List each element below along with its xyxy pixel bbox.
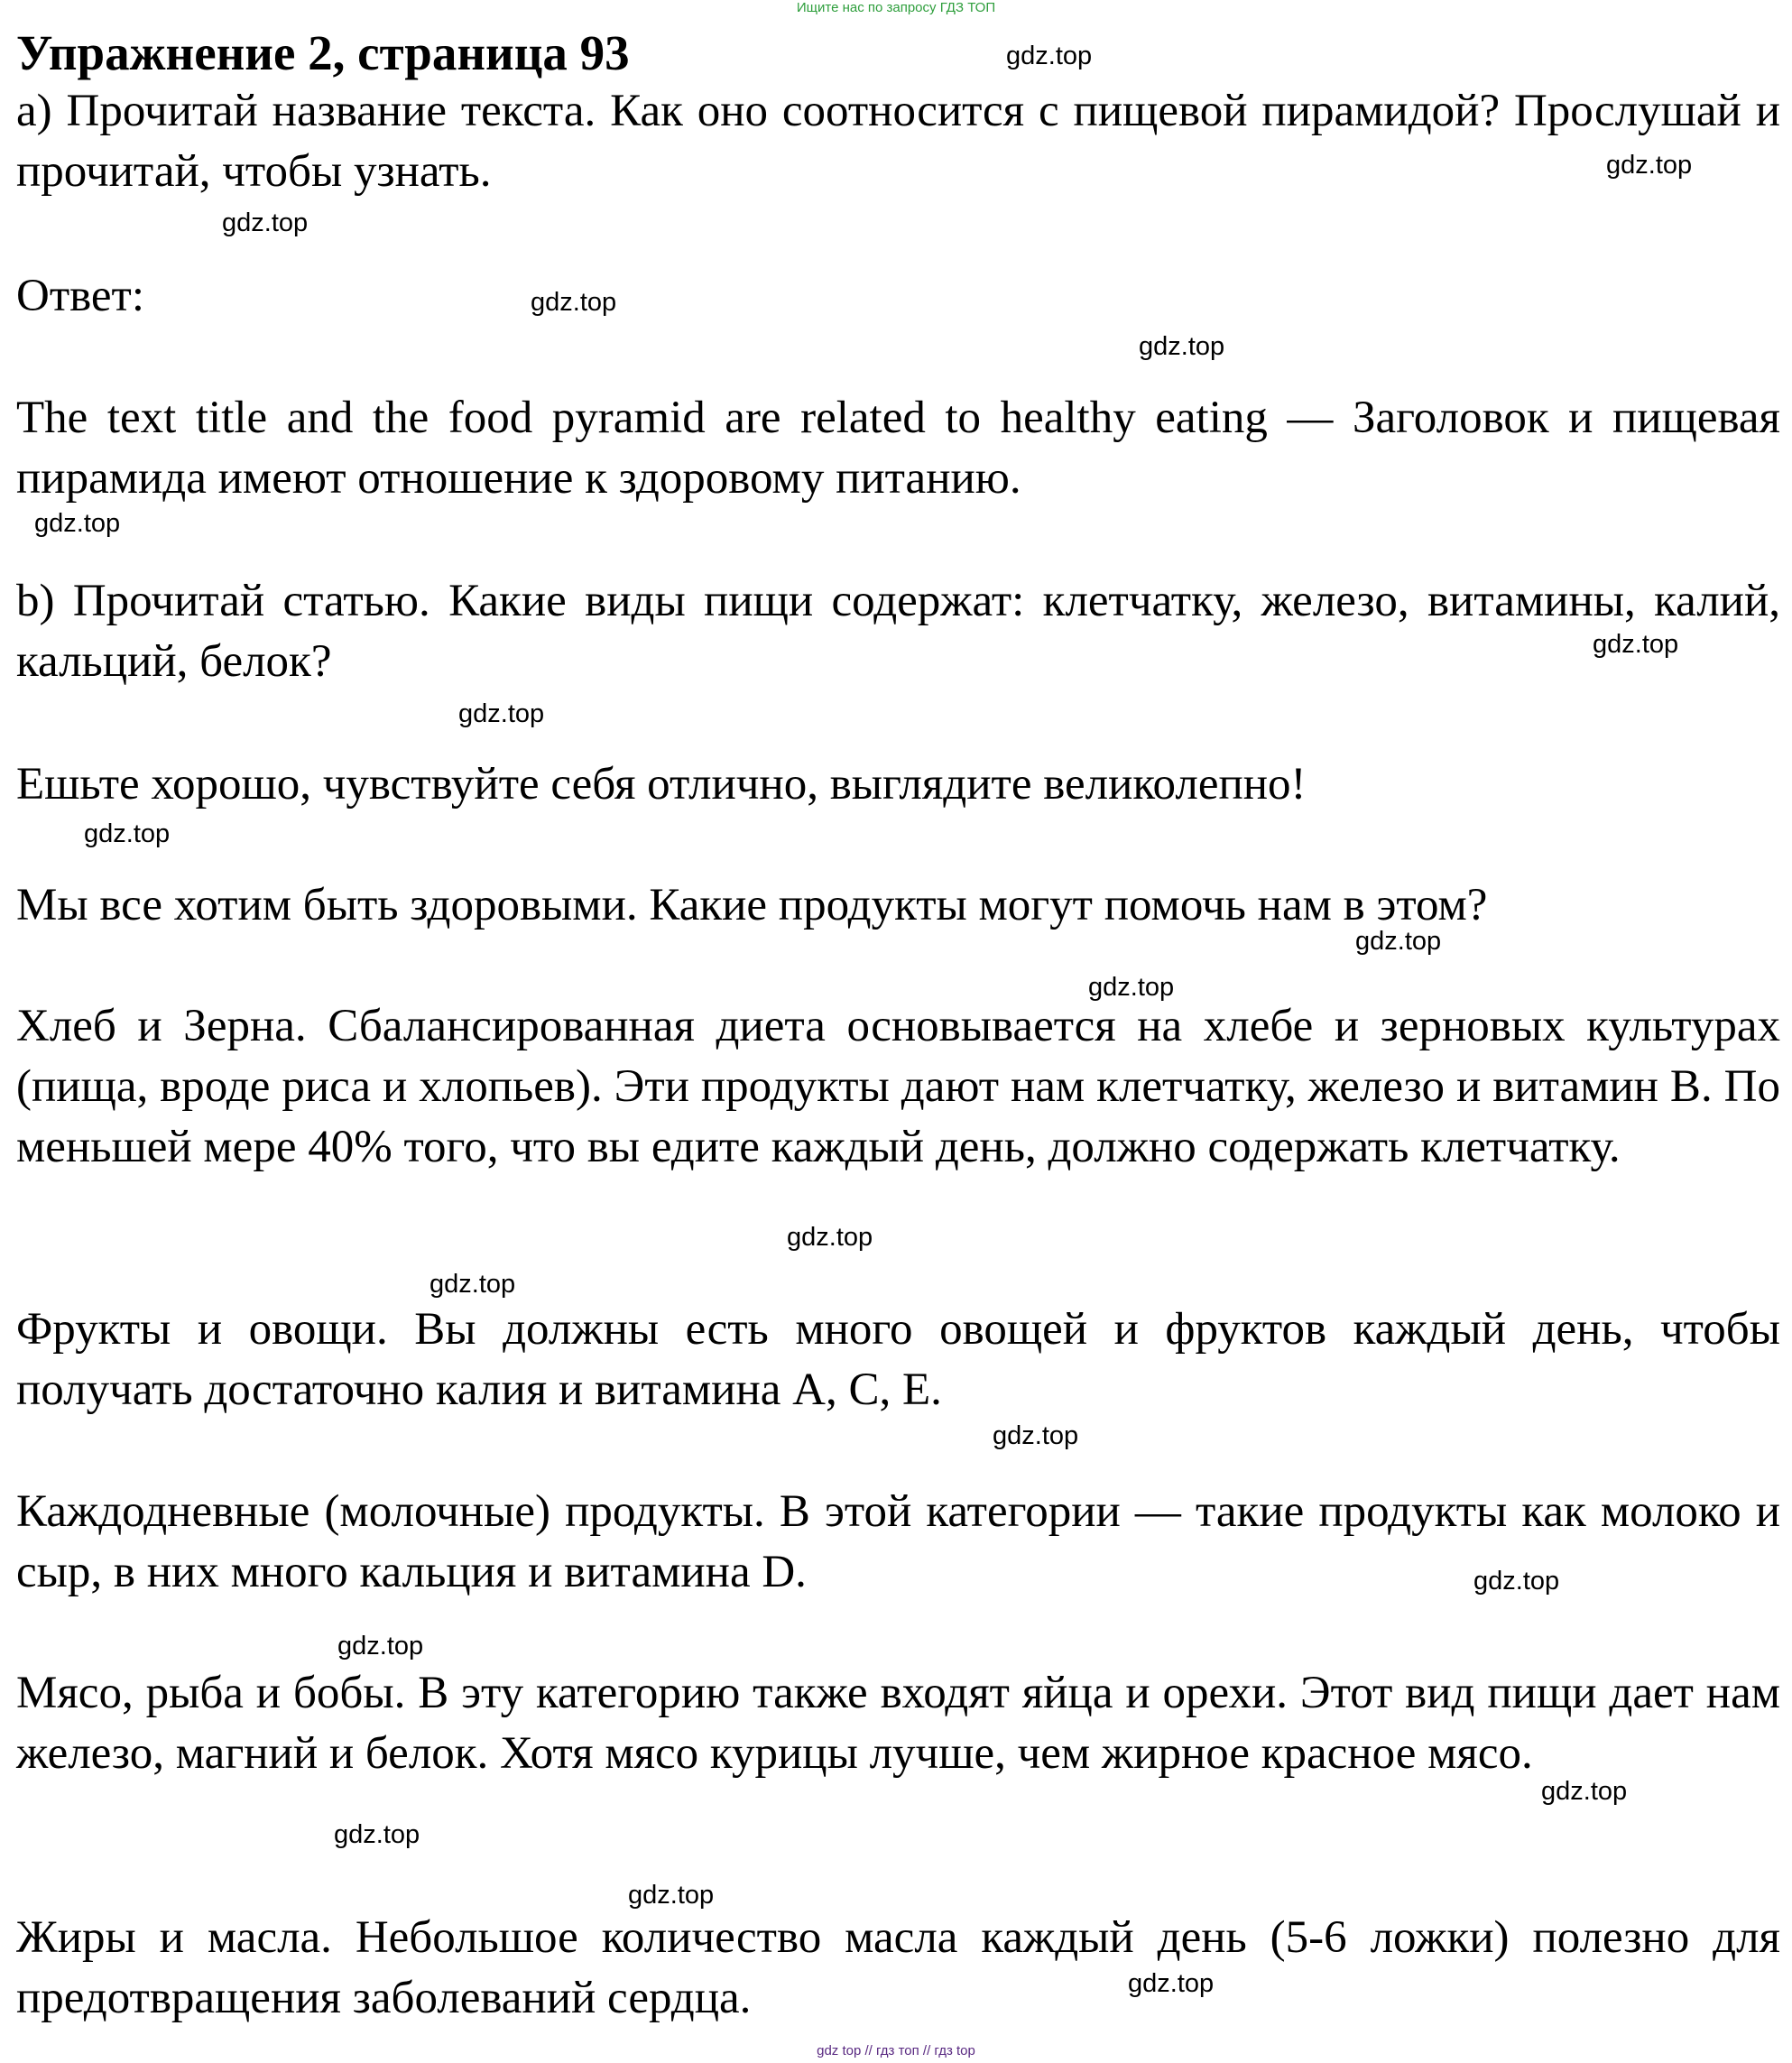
answer-label: Ответ: <box>16 271 144 321</box>
watermark: gdz.top <box>430 1270 516 1299</box>
watermark: gdz.top <box>1541 1777 1628 1806</box>
watermark: gdz.top <box>222 208 309 237</box>
watermark: gdz.top <box>1128 1969 1215 1998</box>
watermark: gdz.top <box>1606 151 1693 180</box>
watermark: gdz.top <box>1473 1567 1560 1596</box>
watermark: gdz.top <box>1355 927 1442 956</box>
paragraph-meat: Мясо, рыба и бобы. В эту категорию также входят яйца и орехи. Этот вид пищи дает нам железо, магний и белок. Хотя мясо курицы лучше, чем жирное красное мясо. <box>16 1668 1780 1779</box>
watermark: gdz.top <box>787 1223 873 1252</box>
article-title: Ешьте хорошо, чувствуйте себя отлично, выглядите великолепно! <box>16 759 1307 809</box>
article-intro: Мы все хотим быть здоровыми. Какие продукты могут помочь нам в этом? <box>16 880 1488 930</box>
watermark: gdz.top <box>1593 630 1679 659</box>
page-title: Упражнение 2, страница 93 <box>16 25 630 80</box>
footer-banner: gdz top // гдз топ // гдз top <box>817 2043 975 2058</box>
watermark: gdz.top <box>1088 973 1175 1002</box>
watermark: gdz.top <box>458 699 545 728</box>
question-a: а) Прочитай название текста. Как оно соотносится с пищевой пирамидой? Прослушай и прочитай, чтобы узнать. <box>16 86 1780 197</box>
watermark: gdz.top <box>34 509 121 538</box>
watermark: gdz.top <box>1006 42 1093 70</box>
watermark: gdz.top <box>531 288 617 317</box>
answer-a: The text title and the food pyramid are related to healthy eating — Заголовок и пищевая пирамида имеют отношение к здоровому питанию. <box>16 393 1780 504</box>
paragraph-bread: Хлеб и Зерна. Сбалансированная диета основывается на хлебе и зерновых культурах (пища, вроде риса и хлопьев). Эти продукты дают нам клетчатку, железо и витамин В. По меньшей мере 40% того, что вы едите каждый день, должно содержать клетчатку. <box>16 1001 1780 1172</box>
watermark: gdz.top <box>628 1881 715 1910</box>
watermark: gdz.top <box>993 1421 1079 1450</box>
header-banner: Ищите нас по запросу ГДЗ ТОП <box>796 0 996 15</box>
watermark: gdz.top <box>84 819 171 848</box>
watermark: gdz.top <box>337 1632 424 1661</box>
question-b: b) Прочитай статью. Какие виды пищи содержат: клетчатку, железо, витамины, калий, кальций, белок? <box>16 576 1780 687</box>
paragraph-fats: Жиры и масла. Небольшое количество масла каждый день (5-6 ложки) полезно для предотвращения заболеваний сердца. <box>16 1912 1780 2023</box>
paragraph-fruits: Фрукты и овощи. Вы должны есть много овощей и фруктов каждый день, чтобы получать достаточно калия и витамина А, С, Е. <box>16 1304 1780 1415</box>
watermark: gdz.top <box>334 1820 420 1849</box>
paragraph-dairy: Каждодневные (молочные) продукты. В этой категории — такие продукты как молоко и сыр, в них много кальция и витамина D. <box>16 1486 1780 1597</box>
watermark: gdz.top <box>1139 332 1225 361</box>
